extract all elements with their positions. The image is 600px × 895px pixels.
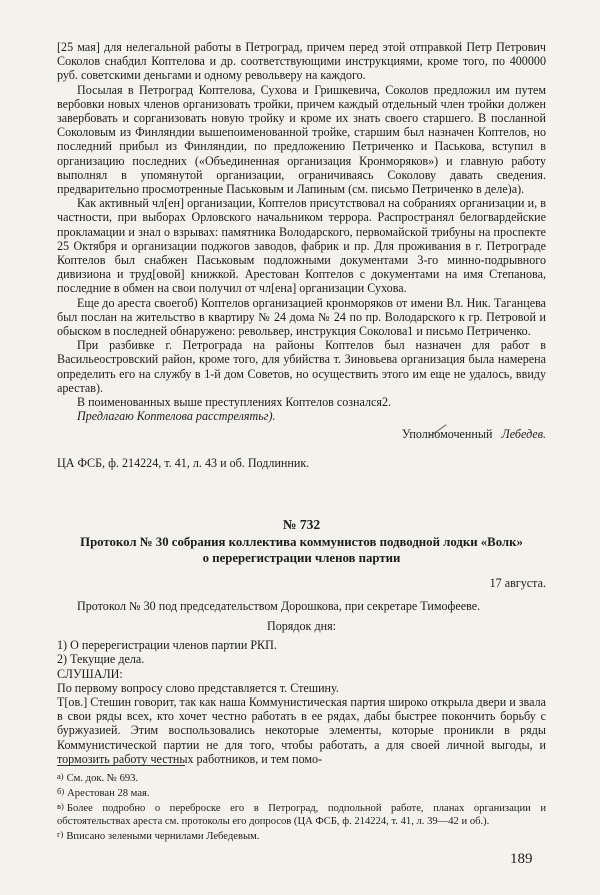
signature [57, 427, 546, 441]
resolution: Предлагаю Коптелова расстрелятьг). [77, 409, 276, 424]
protocol-intro: Протокол № 30 под председательством Дорошкова, при секретаре Тимофееве. [77, 599, 481, 613]
document-title-line-2: о перерегистрации членов партии [202, 550, 401, 565]
paragraph-3: Как активный чл[ен] организации, Коптелов присутствовал на собраниях организации и, в частности, при выборах Орловского начальником террора. Распространял белогвардейские прокламации и знал о взрывах: памятника Володарского, первомайской трибуны на проспекте 25 Октября и организации поджогов заводов, фабрик и пр. Для проживания в г. Петрограде Коптелов был снабжен Паськовым подложными документами 3-го минно-подрывного дивизиона и труд[овой] книжкой. Арестован Коптелов с документами на имя Степанова, последние в обмен на свои получил от чл[ена] организации Сухова. [57, 196, 546, 296]
heard-heading: СЛУШАЛИ: [57, 666, 123, 681]
signature-name: Лебедев. [501, 427, 546, 442]
top-text-block [57, 40, 546, 470]
footnote-v: в) Более подробно о переброске его в Петроград, подпольной работе, планах организации и обстоятельствах ареста см. протоколы его допросов (ЦА ФСБ, ф. 214224, т. 41, л. 39—42 и об.). [57, 801, 546, 827]
paragraph-6: В поименованных выше преступлениях Коптелов сознался2. [77, 395, 392, 410]
footnotes [57, 770, 546, 843]
document-732 [57, 517, 546, 766]
document-title-line-1: Протокол № 30 собрания коллектива коммунистов подводной лодки «Волк» [80, 535, 523, 549]
document-number: № 732 [282, 517, 321, 532]
first-question: По первому вопросу слово представляется т. Стешину. [57, 680, 339, 695]
footnote-b: б) Арестован 28 мая. [57, 786, 150, 799]
document-date: 17 августа. [489, 576, 546, 590]
footnote-a: а) См. док. № 693. [57, 771, 139, 784]
page-number: 189 [510, 851, 533, 867]
footnote-g: г) Вписано зелеными чернилами Лебедевым. [57, 829, 260, 842]
footnote-divider [57, 765, 185, 766]
agenda-item-1: 1) О перерегистрации членов партии РКП. [57, 638, 277, 653]
archive-source: ЦА ФСБ, ф. 214224, т. 41, л. 43 и об. Подлинник. [57, 455, 310, 470]
speech-paragraph: Т[ов.] Стешин говорит, так как наша Коммунистическая партия широко открыла двери и звала в свои ряды всех, кто хочет честно работать в ее рядах, дабы быстрее покончить борьбу с буржуазией. Этим воспользовались некоторые элементы, которые проникли в ряды Коммунистической партии не для того, чтобы работать, а для своей личной выгоды, и тормозить работу честных работников, и тем помо- [57, 695, 546, 766]
signature-title: Уполномоченный [401, 427, 493, 442]
paragraph-2: Посылая в Петроград Коптелова, Сухова и Гришкевича, Соколов предложил им путем вербовки новых членов организовать тройки, причем каждый отдельный член тройки должен завербовать и сорганизовать новую тройку и кроме их знать своего старшего. В посланной Соколовым из Финляндии вышепоименованной тройке, старшим был назначен Коптелов, но последний прибыл из Финляндии, по предложению Петриченко и Паськова, вступил в организацию последних («Объединенная организация Кронморяков») и главную работу выполнял в упомянутой организации, ограничиваясь Соколову давать сведения. предварительно просмотренные Паськовым и Лапиным (см. письмо Петриченко в деле)а). [57, 82, 546, 197]
paragraph-4: Еще до ареста своегоб) Коптелов организацией кронморяков от имени Вл. Ник. Таганцева был послан на жительство в квартиру № 24 дома № 24 по пр. Володарского к гр. Петровой и обыском в последней обнаружено: револьвер, инструкция Соколова1 и письмо Петриченко. [57, 295, 546, 339]
agenda-heading: Порядок дня: [266, 619, 337, 634]
paragraph-5: При разбивке г. Петрограда на районы Коптелов был назначен для работ в Васильеостровский район, кроме того, для убийства т. Зиновьева организация была намерена определить его на службу в 1-й дом Советов, но осуществить этого им еще не удалось, ввиду арестав). [57, 338, 546, 395]
agenda-item-2: 2) Текущие дела. [57, 652, 145, 667]
paragraph-1: [25 мая] для нелегальной работы в Петроград, причем перед этой отправкой Петр Петрович Соколов снабдил Коптелова и др. соответствующими инструкциями, кроме того, по 400000 руб. советскими деньгами и одному револьверу на каждого. [57, 40, 546, 83]
